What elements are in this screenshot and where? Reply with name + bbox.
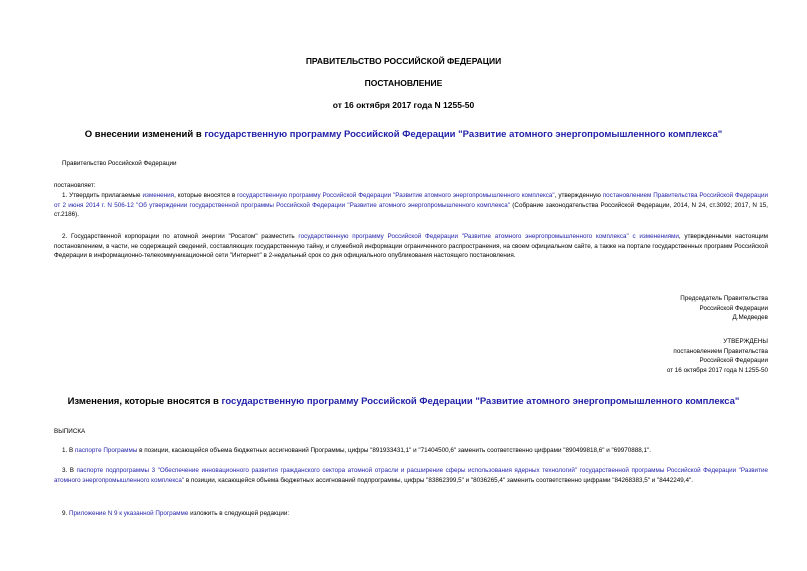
p1-text-d: (Собрание законодательства Российской Федерации, 2014, N 24, ст.3092; 2017, N 15, ст.2186).: [54, 201, 768, 219]
p1-text-c: , утвержденную: [554, 192, 603, 199]
item-9: [54, 509, 768, 519]
paragraph-1: [54, 191, 768, 220]
approval-line-2: постановлением Правительства: [673, 347, 768, 355]
p2-text-b: , утвержденными настоящим постановлением, в части, не содержащей сведений, составляющих государственную тайну, и служебной информации ограниченного распространения, на своем официальном сайте, а также на портале государственных программ Российской Федерации в информационно-телекоммуникационной сети "Интернет" в 2-недельный срок со дня официального опубликования настоящего постановления.: [54, 233, 768, 260]
item-3: [54, 466, 768, 485]
item9-text-b: изложить в следующей редакции:: [188, 510, 290, 517]
document-title: [0, 129, 807, 140]
changes-title-prefix: Изменения, которые вносятся в: [67, 396, 222, 407]
p1-text-a: 1. Утвердить прилагаемые: [62, 192, 143, 199]
signature-block: [560, 294, 768, 323]
intro-text: Правительство Российской Федерации: [62, 160, 177, 167]
p1-program-link[interactable]: государственную программу Российской Федерации "Развитие атомного энергопромышленного комплекса": [237, 192, 555, 199]
approval-date: от 16 октября 2017 года N 1255-50: [666, 366, 768, 374]
changes-title: [0, 396, 807, 407]
item3-text-b: в позиции, касающейся объема бюджетных ассигнований подпрограммы, цифры "83862399,5" и "8036265,4" заменить соответственно цифрами "84268383,5" и "8442249,4".: [184, 476, 694, 484]
approval-line-3: Российской Федерации: [699, 357, 768, 365]
item9-appendix-link[interactable]: Приложение N 9 к указанной Программе: [69, 510, 189, 517]
approval-heading: УТВЕРЖДЕНЫ: [723, 338, 768, 345]
signature-name: Д.Медведев: [732, 314, 768, 322]
decree-word: постановляет:: [54, 182, 96, 189]
p2-text-a: 2. Государственной корпорации по атомной энергии "Росатом" разместить: [62, 233, 299, 240]
item9-text-a: 9.: [62, 510, 70, 517]
item1-passport-link[interactable]: паспорте Программы: [74, 447, 138, 454]
government-heading: ПРАВИТЕЛЬСТВО РОССИЙСКОЙ ФЕДЕРАЦИИ: [305, 56, 502, 66]
paragraph-2: [54, 232, 768, 261]
item1-text-b: в позиции, касающейся объема бюджетных ассигнований Программы, цифры "891933431,1" и "71404500,6" заменить соответственно цифрами "890499818,6" и "69970888,1".: [137, 447, 651, 454]
approval-block: [560, 337, 768, 375]
signature-country: Российской Федерации: [699, 304, 768, 312]
changes-title-program-link[interactable]: государственную программу Российской Федерации "Развитие атомного энергопромышленного комплекса": [221, 396, 740, 407]
document-type: ПОСТАНОВЛЕНИЕ: [364, 78, 443, 88]
title-program-link[interactable]: государственную программу Российской Федерации "Развитие атомного энергопромышленного комплекса": [204, 129, 723, 140]
p1-text-b: , которые вносятся в: [174, 192, 238, 199]
item3-passport-link[interactable]: паспорте подпрограммы 3 "Обеспечение инновационного развития гражданского сектора атомной отрасли и расширение сферы использования ядерных технологий" государственной программы Российской Федерации "Развитие атомного энергопромышленного комплекса": [54, 467, 768, 484]
title-prefix: О внесении изменений в: [84, 129, 205, 140]
p1-decree-link[interactable]: постановлением Правительства Российской Федерации от 2 июня 2014 г. N 506-12 "Об утверждении государственной программы Российской Федерации "Развитие атомного энергопромышленного комплекса": [54, 192, 769, 209]
excerpt-label: ВЫПИСКА: [54, 428, 86, 435]
signature-position: Председатель Правительства: [680, 295, 768, 302]
p2-program-link[interactable]: государственную программу Российской Федерации "Развитие атомного энергопромышленного комплекса" с изменениями: [298, 233, 679, 240]
item-1: [54, 446, 768, 456]
item1-text-a: 1. В: [62, 447, 75, 454]
document-date: от 16 октября 2017 года N 1255-50: [332, 100, 475, 110]
p1-changes-link[interactable]: изменения: [142, 192, 175, 199]
item3-text-a: 3. В: [62, 467, 77, 474]
